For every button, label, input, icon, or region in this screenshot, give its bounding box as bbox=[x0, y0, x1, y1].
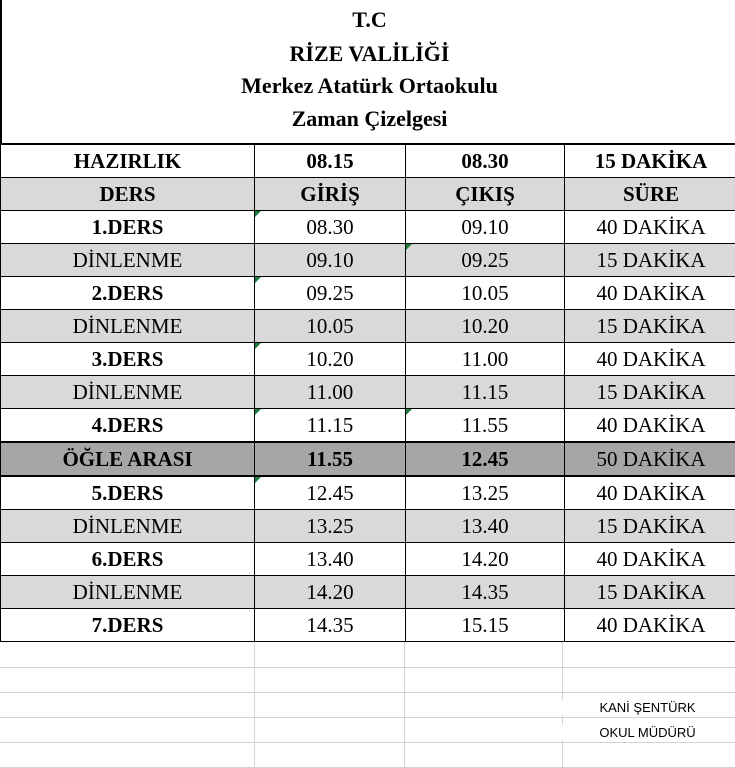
row-duration[interactable]: 15 DAKİKA bbox=[565, 244, 735, 277]
row-label[interactable]: 7.DERS bbox=[1, 609, 255, 642]
prep-row bbox=[1, 144, 735, 178]
row-end-text: 11.55 bbox=[461, 412, 509, 437]
grid-line bbox=[254, 642, 255, 768]
row-start-text: 11.15 bbox=[306, 412, 354, 437]
grid-line bbox=[404, 642, 405, 768]
table-row bbox=[1, 476, 735, 510]
row-start-text: 09.25 bbox=[306, 280, 354, 305]
row-start[interactable]: 11.55 bbox=[255, 442, 406, 476]
row-label[interactable]: 4.DERS bbox=[1, 409, 255, 443]
prep-end[interactable]: 08.30 bbox=[406, 144, 565, 178]
header-line-title: Zaman Çizelgesi bbox=[291, 106, 448, 131]
row-duration[interactable]: 15 DAKİKA bbox=[565, 510, 735, 543]
document-header bbox=[0, 0, 735, 143]
lunch-break-row bbox=[1, 442, 735, 476]
cell-marker bbox=[255, 409, 261, 415]
row-start-text: 12.45 bbox=[306, 480, 354, 505]
schedule-table bbox=[0, 143, 735, 642]
table-row bbox=[1, 211, 735, 244]
row-label[interactable]: 1.DERS bbox=[1, 211, 255, 244]
table-row bbox=[1, 543, 735, 576]
row-end[interactable] bbox=[406, 244, 565, 277]
cell-marker bbox=[406, 409, 412, 415]
row-label[interactable]: DİNLENME bbox=[1, 576, 255, 609]
row-start-text: 08.30 bbox=[306, 214, 354, 239]
row-label[interactable]: 6.DERS bbox=[1, 543, 255, 576]
row-end[interactable]: 14.35 bbox=[406, 576, 565, 609]
row-start[interactable]: 11.00 bbox=[255, 376, 406, 409]
row-end[interactable]: 11.15 bbox=[406, 376, 565, 409]
row-label[interactable]: DİNLENME bbox=[1, 310, 255, 343]
row-duration[interactable]: 15 DAKİKA bbox=[565, 376, 735, 409]
grid-line bbox=[0, 717, 735, 718]
row-label[interactable]: DİNLENME bbox=[1, 376, 255, 409]
header-line-tc: T.C bbox=[352, 7, 387, 32]
row-start[interactable] bbox=[255, 409, 406, 443]
grid-line bbox=[0, 692, 735, 693]
row-end[interactable]: 12.45 bbox=[406, 442, 565, 476]
row-start[interactable]: 09.10 bbox=[255, 244, 406, 277]
row-start[interactable]: 13.40 bbox=[255, 543, 406, 576]
header-line-governorship: RİZE VALİLİĞİ bbox=[289, 41, 450, 66]
row-start-text: 10.20 bbox=[306, 346, 354, 371]
column-header-end[interactable]: ÇIKIŞ bbox=[406, 178, 565, 211]
signature-name: KANİ ŞENTÜRK bbox=[560, 700, 735, 715]
cell-marker bbox=[255, 477, 261, 483]
row-label[interactable]: 3.DERS bbox=[1, 343, 255, 376]
row-end-text: 09.25 bbox=[461, 247, 509, 272]
prep-start[interactable]: 08.15 bbox=[255, 144, 406, 178]
row-start[interactable] bbox=[255, 277, 406, 310]
row-duration[interactable]: 40 DAKİKA bbox=[565, 409, 735, 443]
header-line-school: Merkez Atatürk Ortaokulu bbox=[241, 73, 498, 98]
row-duration[interactable]: 15 DAKİKA bbox=[565, 576, 735, 609]
row-end[interactable]: 10.05 bbox=[406, 277, 565, 310]
cell-marker bbox=[406, 244, 412, 250]
table-row bbox=[1, 609, 735, 642]
row-duration[interactable]: 40 DAKİKA bbox=[565, 476, 735, 510]
row-duration[interactable]: 15 DAKİKA bbox=[565, 310, 735, 343]
row-label[interactable]: DİNLENME bbox=[1, 510, 255, 543]
column-header-row bbox=[1, 178, 735, 211]
prep-label[interactable]: HAZIRLIK bbox=[1, 144, 255, 178]
row-duration[interactable]: 40 DAKİKA bbox=[565, 543, 735, 576]
cell-marker bbox=[255, 343, 261, 349]
column-header-start[interactable]: GİRİŞ bbox=[255, 178, 406, 211]
table-row bbox=[1, 244, 735, 277]
row-duration[interactable]: 40 DAKİKA bbox=[565, 211, 735, 244]
row-start[interactable] bbox=[255, 343, 406, 376]
row-start[interactable] bbox=[255, 211, 406, 244]
row-end[interactable] bbox=[406, 409, 565, 443]
table-row bbox=[1, 576, 735, 609]
cell-marker bbox=[255, 211, 261, 217]
table-row bbox=[1, 376, 735, 409]
row-start[interactable]: 14.35 bbox=[255, 609, 406, 642]
row-end[interactable]: 13.40 bbox=[406, 510, 565, 543]
row-end[interactable]: 09.10 bbox=[406, 211, 565, 244]
row-duration[interactable]: 40 DAKİKA bbox=[565, 343, 735, 376]
row-duration[interactable]: 50 DAKİKA bbox=[565, 442, 735, 476]
row-start[interactable] bbox=[255, 476, 406, 510]
table-row bbox=[1, 409, 735, 443]
row-label[interactable]: 5.DERS bbox=[1, 476, 255, 510]
cell-marker bbox=[255, 277, 261, 283]
row-end[interactable]: 10.20 bbox=[406, 310, 565, 343]
signature-title: OKUL MÜDÜRÜ bbox=[560, 725, 735, 740]
row-label[interactable]: DİNLENME bbox=[1, 244, 255, 277]
row-end[interactable]: 13.25 bbox=[406, 476, 565, 510]
row-start[interactable]: 13.25 bbox=[255, 510, 406, 543]
column-header-duration[interactable]: SÜRE bbox=[565, 178, 735, 211]
row-duration[interactable]: 40 DAKİKA bbox=[565, 277, 735, 310]
row-start[interactable]: 10.05 bbox=[255, 310, 406, 343]
row-duration[interactable]: 40 DAKİKA bbox=[565, 609, 735, 642]
row-label[interactable]: 2.DERS bbox=[1, 277, 255, 310]
grid-line bbox=[0, 742, 735, 743]
table-row bbox=[1, 310, 735, 343]
grid-line bbox=[0, 667, 735, 668]
row-label[interactable]: ÖĞLE ARASI bbox=[1, 442, 255, 476]
table-row bbox=[1, 277, 735, 310]
table-row bbox=[1, 343, 735, 376]
prep-duration[interactable]: 15 DAKİKA bbox=[565, 144, 735, 178]
table-row bbox=[1, 510, 735, 543]
column-header-lesson[interactable]: DERS bbox=[1, 178, 255, 211]
row-end[interactable]: 14.20 bbox=[406, 543, 565, 576]
row-end[interactable]: 15.15 bbox=[406, 609, 565, 642]
row-end[interactable]: 11.00 bbox=[406, 343, 565, 376]
row-start[interactable]: 14.20 bbox=[255, 576, 406, 609]
